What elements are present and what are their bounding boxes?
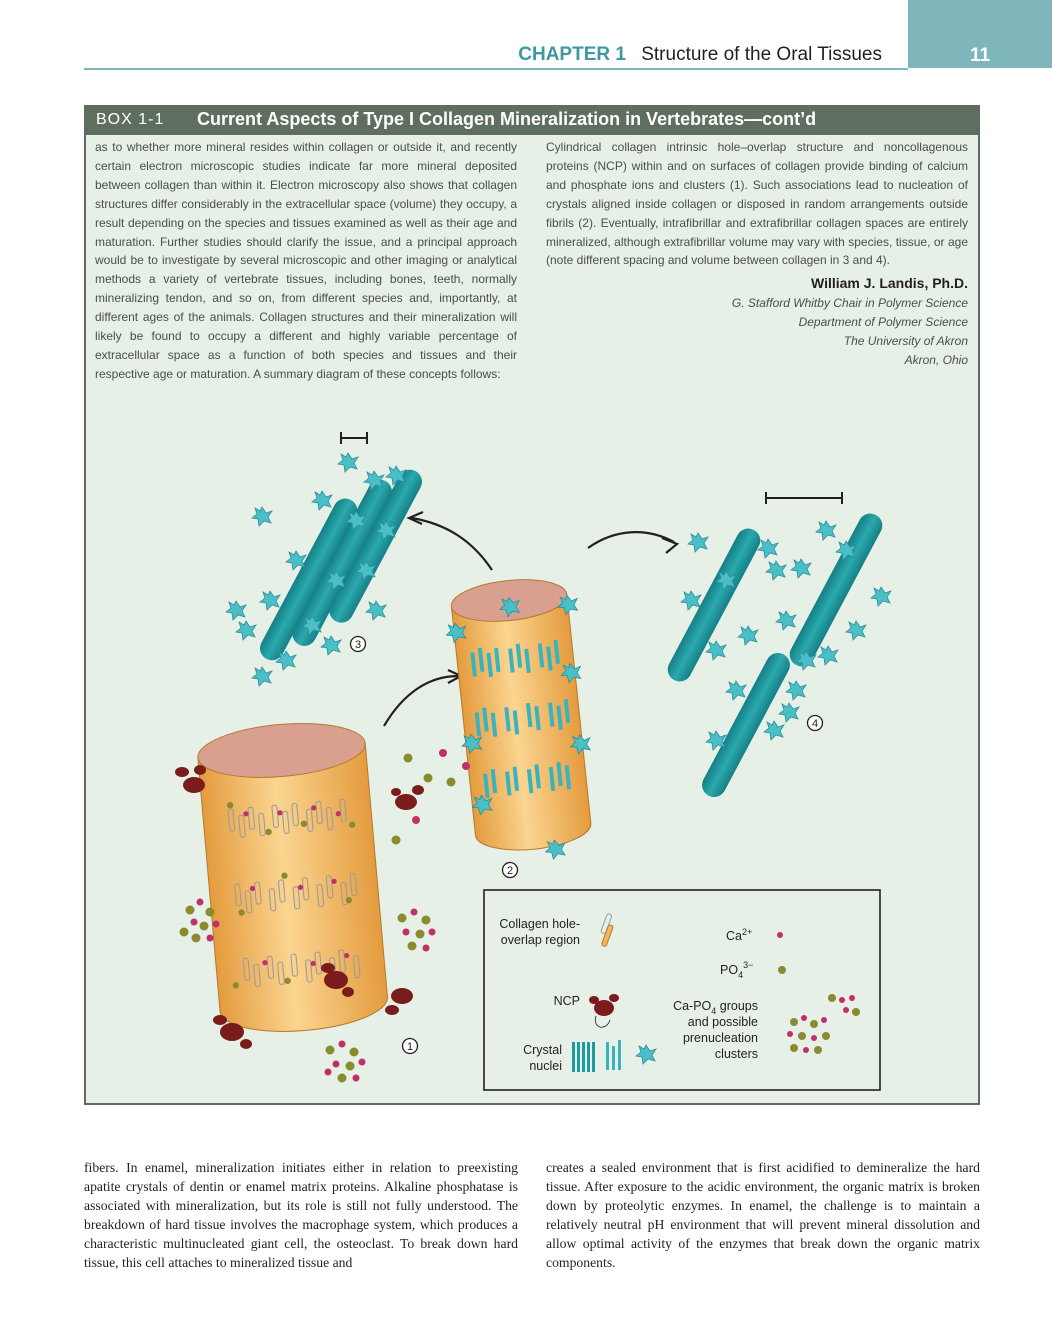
header-rule [84, 68, 908, 70]
box-header [86, 107, 978, 135]
legend-ncp-icon [589, 994, 619, 1027]
arrow-1-to-2 [384, 670, 461, 726]
chapter-label: CHAPTER 1 [518, 44, 626, 65]
author-department: Department of Polymer Science [798, 315, 968, 329]
ion-cluster-right [398, 909, 436, 952]
author-name: William J. Landis, Ph.D. [810, 275, 968, 291]
body-text-left: fibers. In enamel, mineralization initiates either in relation to preexisting apatite crystals of dentin or enamel matrix proteins. Alkaline phosphatase is associated with mineralization, but its role is still not fully understood. The breakdown of hard tissue involves the macrophage system, which produces a characteristic multinucleated giant cell, the osteoclast. To break down hard tissue, this cell attaches to mineralized tissue and [84, 1160, 518, 1270]
ion-cluster-bottom [325, 1041, 366, 1083]
step-3-collagen-fibrils [226, 453, 426, 686]
legend-groups-label-2: and possible [687, 1015, 758, 1029]
step-2-number: 2 [506, 865, 514, 877]
box-right-column: Cylindrical collagen intrinsic hole–overlap structure and noncollagenous proteins (NCP) within and on surfaces of collagen provide binding of calcium and phosphate ions and clusters (1). Such associations lead to nucleation of crystals aligned inside collagen or disposed in random arrangements outside fibrils (2). Eventually, intrafibrillar and extrafibrillar collagen spaces are entirely mineralized, although extrafibrillar volume may vary with species, tissue, or age (note different spacing and volume between collagen in 3 and 4). [546, 140, 968, 268]
page-number-tab [908, 0, 1052, 68]
chapter-title: Structure of the Oral Tissues [641, 44, 882, 65]
arrow-2-to-3 [409, 512, 492, 570]
collagen-mineralization-diagram [86, 420, 978, 1103]
legend-crystal-icon [572, 1040, 656, 1072]
legend-crystal-label-2: nuclei [529, 1059, 562, 1073]
body-text-right: creates a sealed environment that is first acidified to demineralize the hard tissue. After exposure to the acidic environment, the organic matrix is broken down by proteolytic enzymes. In enamel, the challenge is to maintain a relatively neutral pH environment that will prevent mineral dissolution and allow optimal activity of the enzymes that break down the organic matrix components. [546, 1160, 980, 1270]
legend-calcium-dot [777, 932, 783, 938]
box-title: Current Aspects of Type I Collagen Mineralization in Vertebrates—cont’d [197, 109, 817, 129]
arrow-2-to-4 [588, 532, 677, 553]
legend-groups-label-3: prenucleation [682, 1031, 758, 1045]
author-university: The University of Akron [843, 334, 968, 348]
box-left-column: as to whether more mineral resides within collagen or outside it, and recently certain electron microscopic studies indicate far more mineral deposited between collagen than within it. Electron microscopy also shows that collagen structures differ considerably in the extracellular space (volume) they occupy, a result depending on the species and tissues examined as well as their age and maturation. Further studies should clarify the issue, and a principal approach would be to investigate by several microscopic and other imaging or analytical methods a variety of vertebrate tissues, including bones, teeth, normally mineralizing tendon, and so on, from different species and, importantly, at different ages of the animals. Collagen structures and their mineralization will likely be found to occupy a different and highly variable percentage of extracellular space as a function of both species and tissues and their respective age or maturation. A summary diagram of these concepts follows: [95, 140, 517, 381]
legend-cluster-icon [787, 994, 860, 1054]
step-1-number: 1 [406, 1041, 414, 1053]
legend-crystal-label-1: Crystal [523, 1043, 562, 1057]
page-number: 11 [969, 45, 991, 66]
author-location: Akron, Ohio [904, 353, 968, 367]
box-label: BOX 1-1 [96, 111, 165, 128]
step-3-number: 3 [354, 639, 362, 651]
legend-ncp-label: NCP [553, 994, 580, 1008]
step-2-mineralizing-collagen [441, 573, 604, 867]
legend-calcium-label: $Ca^{2+}$ [726, 927, 753, 943]
scale-bar-large [766, 492, 842, 504]
legend-phosphate-dot [778, 966, 786, 974]
scale-bar-small [341, 432, 367, 444]
step-4-collagen-fibrils [663, 509, 891, 801]
legend-groups-label-1: $Ca-PO_4$ groups [673, 999, 758, 1016]
legend-phosphate-label: $PO_4^{3-}$ [720, 960, 754, 980]
step-1-collagen-with-ions [196, 717, 390, 1037]
figure-legend [484, 890, 880, 1090]
running-header [480, 44, 882, 66]
legend-collagen-icon [597, 913, 617, 946]
author-title: G. Stafford Whitby Chair in Polymer Science [731, 296, 968, 310]
step-4-number: 4 [811, 718, 819, 730]
legend-groups-label-4: clusters [714, 1047, 758, 1061]
legend-collagen-label-1: Collagen hole- [499, 917, 580, 931]
legend-collagen-label-2: overlap region [500, 933, 580, 947]
author-signature [646, 273, 968, 370]
